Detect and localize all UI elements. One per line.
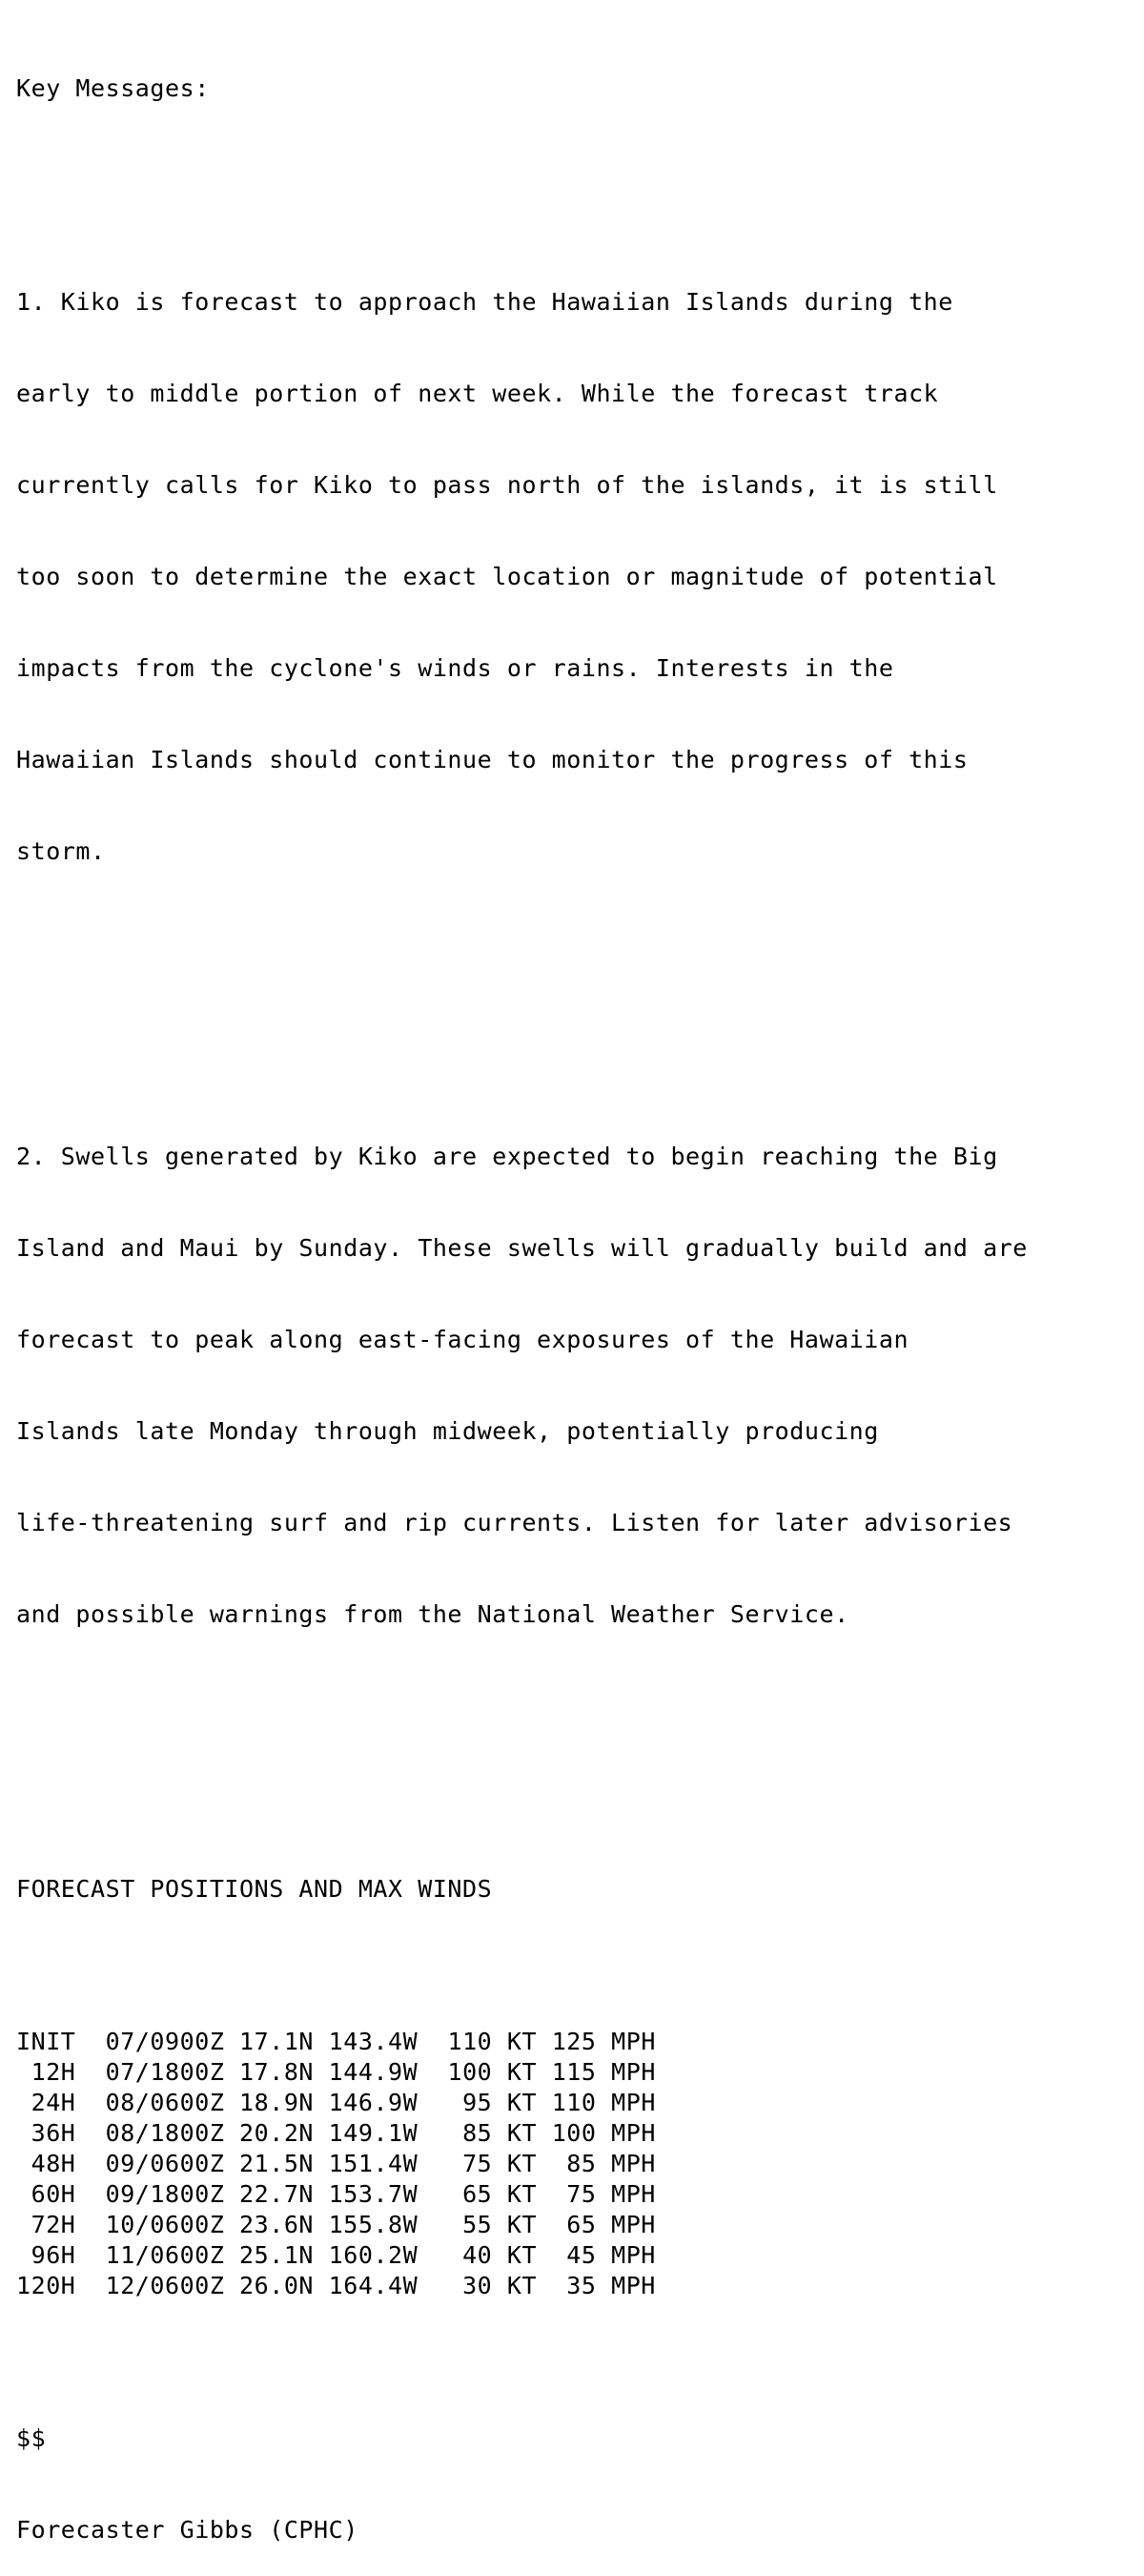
mph-unit: MPH — [611, 2211, 656, 2238]
forecast-hour: 12H — [16, 2058, 76, 2086]
kt-unit: KT — [506, 2180, 538, 2208]
forecast-lat: 18.9N — [239, 2089, 315, 2116]
forecast-row — [16, 2240, 1132, 2271]
forecast-hour: INIT — [16, 2028, 76, 2055]
message-line: and possible warnings from the National Weather Service. — [16, 1600, 849, 1628]
mph-unit: MPH — [611, 2180, 656, 2208]
message-line: currently calls for Kiko to pass north of the islands, it is still — [16, 471, 998, 499]
forecast-time: 08/1800Z — [105, 2119, 225, 2147]
forecast-wind-mph: 125 — [551, 2028, 597, 2055]
forecast-lat: 17.8N — [239, 2058, 315, 2086]
forecast-time: 10/0600Z — [105, 2211, 225, 2238]
forecast-wind-mph: 115 — [551, 2058, 597, 2086]
forecast-wind-kt: 65 — [462, 2180, 493, 2208]
kt-unit: KT — [506, 2089, 538, 2116]
forecast-lat: 22.7N — [239, 2180, 315, 2208]
message-line: Islands late Monday through midweek, potentially producing — [16, 1417, 879, 1445]
forecast-lon: 151.4W — [328, 2150, 419, 2177]
forecast-title: FORECAST POSITIONS AND MAX WINDS — [16, 1875, 493, 1903]
forecast-hour: 60H — [16, 2180, 76, 2208]
kt-unit: KT — [506, 2241, 538, 2269]
forecast-hour: 36H — [16, 2119, 76, 2147]
forecast-hour: 120H — [16, 2272, 76, 2299]
mph-unit: MPH — [611, 2241, 656, 2269]
kt-unit: KT — [506, 2211, 538, 2238]
kt-unit: KT — [506, 2028, 538, 2055]
forecast-row — [16, 2118, 1132, 2149]
forecast-wind-kt: 40 — [462, 2241, 493, 2269]
forecast-wind-mph: 110 — [551, 2089, 597, 2116]
forecast-wind-mph: 75 — [566, 2180, 597, 2208]
forecast-lat: 25.1N — [239, 2241, 315, 2269]
message-line: early to middle portion of next week. While the forecast track — [16, 380, 939, 407]
forecast-lat: 21.5N — [239, 2150, 315, 2177]
forecast-time: 11/0600Z — [105, 2241, 225, 2269]
forecast-lon: 153.7W — [328, 2180, 419, 2208]
forecast-row — [16, 2027, 1132, 2057]
message-line: storm. — [16, 837, 106, 865]
forecast-wind-mph: 65 — [566, 2211, 597, 2238]
forecast-time: 08/0600Z — [105, 2089, 225, 2116]
mph-unit: MPH — [611, 2272, 656, 2299]
message-line: impacts from the cyclone's winds or rains. Interests in the — [16, 654, 894, 682]
forecast-hour: 48H — [16, 2150, 76, 2177]
forecast-lat: 26.0N — [239, 2272, 315, 2299]
forecast-table — [16, 2027, 1132, 2301]
forecast-wind-mph: 45 — [566, 2241, 597, 2269]
forecast-row — [16, 2149, 1132, 2179]
forecast-time: 07/1800Z — [105, 2058, 225, 2086]
forecast-wind-kt: 55 — [462, 2211, 493, 2238]
key-messages-heading: Key Messages: — [16, 74, 210, 102]
message-line: Island and Maui by Sunday. These swells will gradually build and are — [16, 1234, 1028, 1262]
forecast-hour: 72H — [16, 2211, 76, 2238]
forecast-wind-kt: 85 — [462, 2119, 493, 2147]
forecast-wind-mph: 100 — [551, 2119, 597, 2147]
kt-unit: KT — [506, 2150, 538, 2177]
forecast-lon: 144.9W — [328, 2058, 419, 2086]
forecast-time: 07/0900Z — [105, 2028, 225, 2055]
forecast-wind-kt: 75 — [462, 2150, 493, 2177]
forecast-lon: 160.2W — [328, 2241, 419, 2269]
forecast-wind-kt: 95 — [462, 2089, 493, 2116]
forecast-time: 12/0600Z — [105, 2272, 225, 2299]
end-marker: $$ — [16, 2424, 47, 2452]
forecast-wind-kt: 30 — [462, 2272, 493, 2299]
advisory-text — [16, 12, 1132, 2576]
forecast-hour: 24H — [16, 2089, 76, 2116]
forecast-row — [16, 2179, 1132, 2210]
mph-unit: MPH — [611, 2150, 656, 2177]
message-line: too soon to determine the exact location or magnitude of potential — [16, 563, 998, 590]
forecast-lon: 146.9W — [328, 2089, 419, 2116]
forecast-row — [16, 2271, 1132, 2301]
message-line: 2. Swells generated by Kiko are expected to begin reaching the Big — [16, 1143, 998, 1170]
kt-unit: KT — [506, 2119, 538, 2147]
forecast-lat: 20.2N — [239, 2119, 315, 2147]
message-line: Hawaiian Islands should continue to monitor the progress of this — [16, 746, 969, 773]
forecast-lon: 164.4W — [328, 2272, 419, 2299]
mph-unit: MPH — [611, 2089, 656, 2116]
forecast-wind-mph: 85 — [566, 2150, 597, 2177]
forecast-wind-kt: 110 — [447, 2028, 493, 2055]
forecast-lon: 149.1W — [328, 2119, 419, 2147]
forecast-lon: 143.4W — [328, 2028, 419, 2055]
message-line: life-threatening surf and rip currents. Listen for later advisories — [16, 1509, 1013, 1536]
forecast-time: 09/0600Z — [105, 2150, 225, 2177]
message-line: 1. Kiko is forecast to approach the Hawaiian Islands during the — [16, 288, 953, 316]
key-message-2 — [16, 1081, 1132, 1691]
forecast-row — [16, 2057, 1132, 2088]
forecast-row — [16, 2210, 1132, 2240]
forecast-row — [16, 2088, 1132, 2118]
kt-unit: KT — [506, 2272, 538, 2299]
key-message-1 — [16, 226, 1132, 928]
forecast-hour: 96H — [16, 2241, 76, 2269]
mph-unit: MPH — [611, 2028, 656, 2055]
forecast-wind-mph: 35 — [566, 2272, 597, 2299]
mph-unit: MPH — [611, 2058, 656, 2086]
forecaster-signature: Forecaster Gibbs (CPHC) — [16, 2516, 358, 2544]
mph-unit: MPH — [611, 2119, 656, 2147]
forecast-lat: 23.6N — [239, 2211, 315, 2238]
message-line: forecast to peak along east-facing exposures of the Hawaiian — [16, 1326, 909, 1353]
forecast-lon: 155.8W — [328, 2211, 419, 2238]
forecast-lat: 17.1N — [239, 2028, 315, 2055]
kt-unit: KT — [506, 2058, 538, 2086]
forecast-time: 09/1800Z — [105, 2180, 225, 2208]
forecast-wind-kt: 100 — [447, 2058, 493, 2086]
